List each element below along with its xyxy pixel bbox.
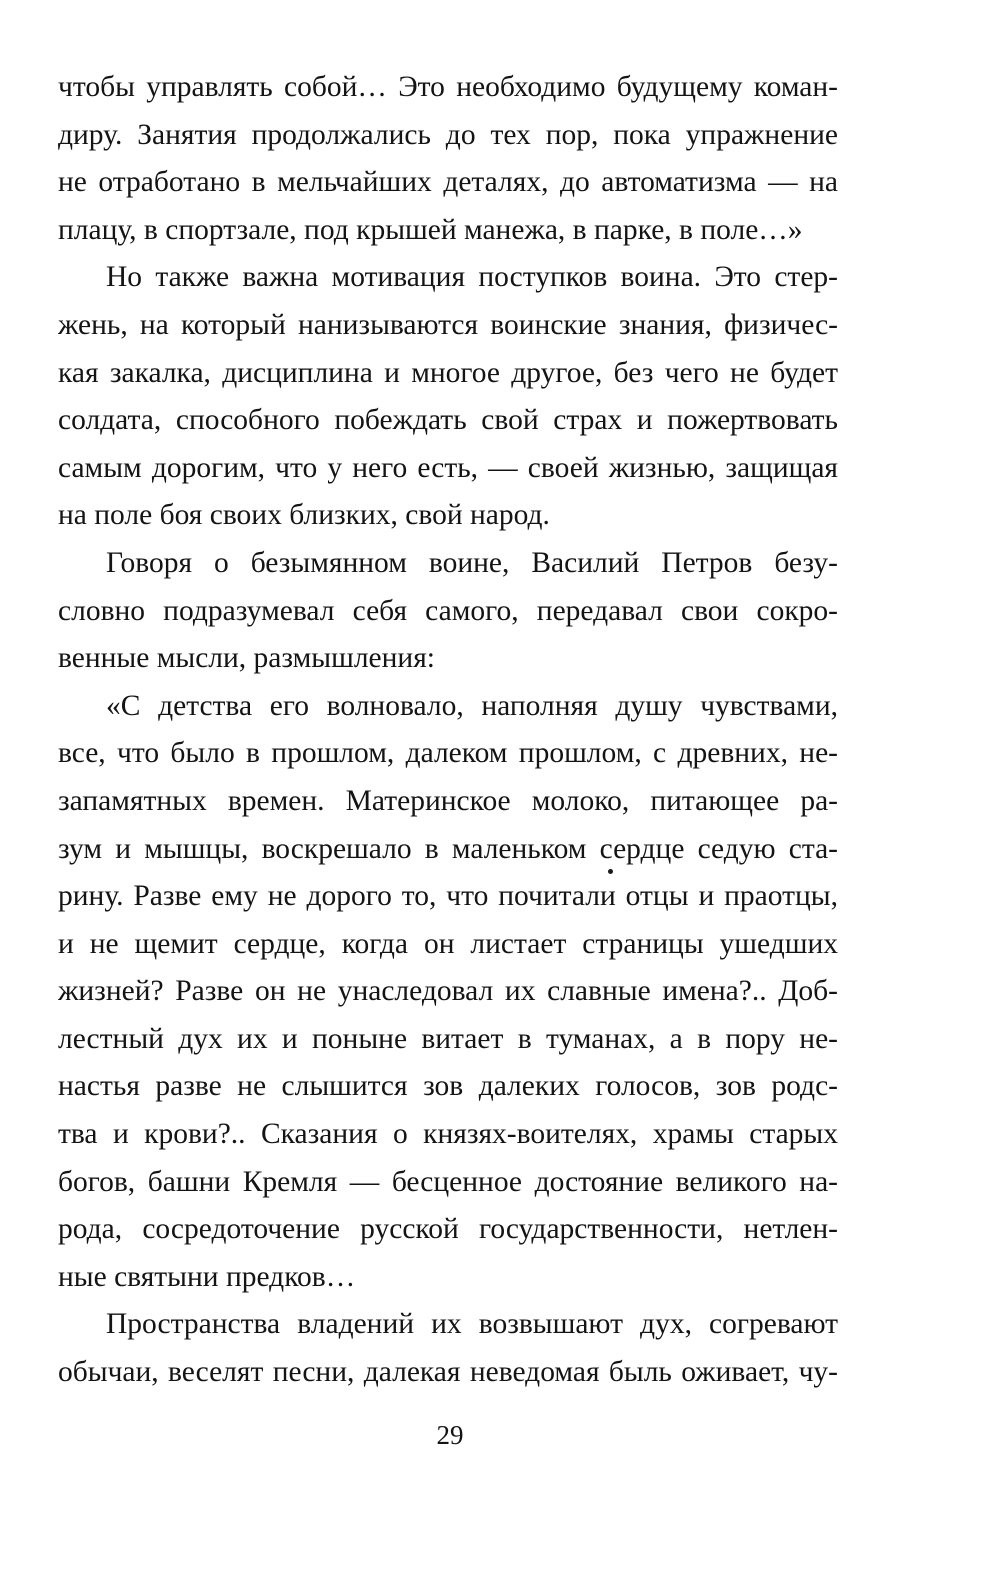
text-line: рода, сосредоточение русской государственности, нетлен- <box>58 1213 838 1246</box>
paragraph-4 <box>58 683 838 1302</box>
text-line: словно подразумевал себя самого, передавал свои сокро- <box>58 594 838 627</box>
paragraph-3 <box>58 540 838 683</box>
body-text <box>58 64 838 1397</box>
text-line: зум и мышцы, воскрешало в маленьком сердце седую ста- <box>58 832 838 865</box>
text-line: Говоря о безымянном воине, Василий Петров безу- <box>106 546 838 579</box>
paragraph-1 <box>58 64 838 254</box>
text-line: чтобы управлять собой… Это необходимо будущему коман- <box>58 71 838 103</box>
text-line: настья разве не слышится зов далеких голосов, зов родс- <box>58 1070 838 1103</box>
paragraph-5 <box>58 1301 838 1396</box>
text-line: жень, на который нанизываются воинские знания, физичес- <box>58 308 838 341</box>
text-line: диру. Занятия продолжались до тех пор, пока упражнение <box>58 118 838 151</box>
text-line: солдата, способного побеждать свой страх и пожертвовать <box>58 404 838 437</box>
text-line: запамятных времен. Материнское молоко, питающее ра- <box>58 784 838 817</box>
text-line: тва и крови?.. Сказания о князях-воителях, храмы старых <box>58 1118 838 1151</box>
text-line: плацу, в спортзале, под крышей манежа, в парке, в поле…» <box>58 213 803 246</box>
text-line: ные святыни предков… <box>58 1260 356 1293</box>
text-line: богов, башни Кремля — бесценное достояние великого на- <box>58 1165 838 1198</box>
print-speck <box>608 869 613 874</box>
text-line: венные мысли, размышления: <box>58 642 435 675</box>
text-line: лестный дух их и поныне витает в туманах, а в пору не- <box>58 1022 838 1055</box>
text-line: жизней? Разве он не унаследовал их славные имена?.. Доб- <box>58 975 838 1008</box>
text-line: все, что было в прошлом, далеком прошлом, с древних, не- <box>58 737 838 770</box>
paragraph-2 <box>58 254 838 540</box>
text-line: самым дорогим, что у него есть, — своей жизнью, защищая <box>58 451 838 484</box>
text-line: рину. Разве ему не дорого то, что почитали отцы и праотцы, <box>58 880 838 913</box>
text-line: Но также важна мотивация поступков воина. Это стер- <box>106 261 838 294</box>
text-line: кая закалка, дисциплина и многое другое, без чего не будет <box>58 356 838 389</box>
text-line: и не щемит сердце, когда он листает страницы ушедших <box>58 927 838 960</box>
text-line: Пространства владений их возвышают дух, согревают <box>106 1308 838 1341</box>
text-line: не отработано в мельчайших деталях, до автоматизма — на <box>58 166 838 199</box>
text-line: «С детства его волновало, наполняя душу чувствами, <box>106 689 838 722</box>
text-line: на поле боя своих близких, свой народ. <box>58 499 550 532</box>
text-line: обычаи, веселят песни, далекая неведомая быль оживает, чу- <box>58 1356 838 1389</box>
page-number: 29 <box>436 1420 464 1450</box>
